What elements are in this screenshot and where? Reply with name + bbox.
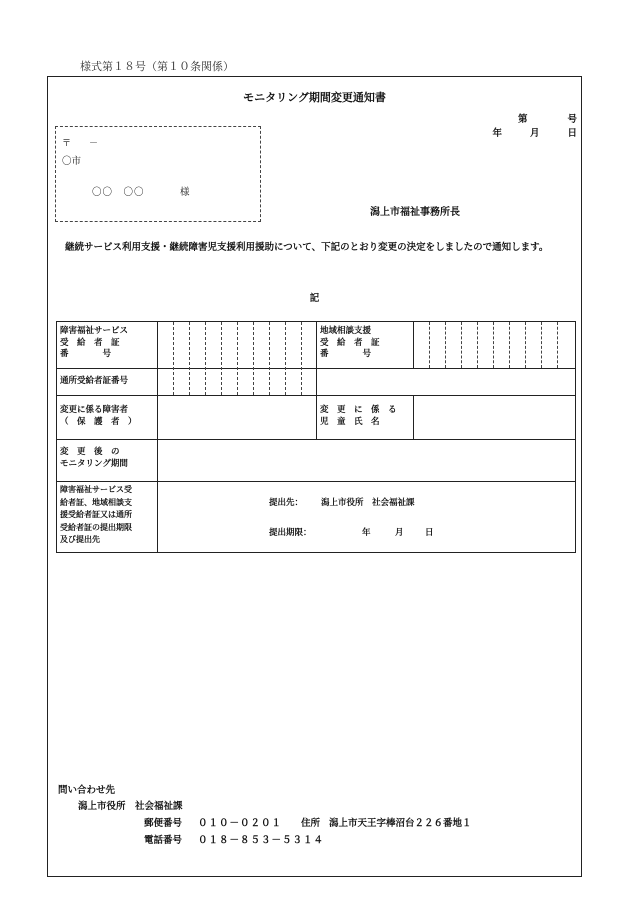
address-box <box>55 126 261 222</box>
digit-cell-divider <box>285 322 287 395</box>
date-day: 日 <box>567 128 577 139</box>
digit-cell-divider <box>509 322 511 368</box>
digit-cell-divider <box>477 322 479 368</box>
submit-to-label: 提出先： <box>269 498 304 508</box>
deadline-label: 提出期限： <box>269 528 312 538</box>
form-id: 様式第１８号（第１０条関係） <box>80 60 234 73</box>
table-rule <box>316 395 317 439</box>
label-line: 障害福祉サービス <box>60 326 129 336</box>
digit-cell-divider <box>445 322 447 368</box>
digit-cell-divider <box>205 322 207 395</box>
digit-cell-divider <box>269 322 271 395</box>
label-line: 給者証、地域相談支 <box>60 497 132 507</box>
ki-heading: 記 <box>309 293 320 304</box>
document-number <box>492 113 577 141</box>
date-month: 月 <box>529 128 540 139</box>
label-line: 受給者証の提出期限 <box>60 522 132 532</box>
contact-postal-label: 郵便番号 <box>144 818 183 829</box>
digit-cell-divider <box>237 322 239 395</box>
submission-info-label <box>60 484 156 547</box>
date-year: 年 <box>492 128 502 139</box>
contact-office: 潟上市役所 社会福祉課 <box>78 801 183 812</box>
label-line: 児 童 氏 名 <box>320 416 380 427</box>
body-text: 継続サービス利用支援・継続障害児支援利用援助について、下記のとおり変更の決定をしましたので通知します。 <box>65 242 549 253</box>
submit-to-value: 潟上市役所 社会福祉課 <box>321 498 415 508</box>
issuer: 潟上市福祉事務所長 <box>370 207 460 218</box>
digit-cell-divider <box>173 322 175 395</box>
contact-postal: ０１０－０２０１ <box>198 818 283 829</box>
label-line: 変 更 に 係 る <box>320 405 397 415</box>
label-line: 地域相談支援 <box>320 326 372 336</box>
deadline-month: 月 <box>395 528 404 538</box>
table-rule <box>157 322 158 553</box>
label-line: 番 号 <box>320 349 372 359</box>
digit-cell-divider <box>525 322 527 368</box>
deadline-day: 日 <box>425 528 434 538</box>
contact-address: 潟上市天王字棒沼台２２６番地１ <box>329 818 472 829</box>
affected-person-label <box>60 405 154 428</box>
label-line: 番 号 <box>60 349 112 359</box>
contact-address-label: 住所 <box>301 818 321 829</box>
digit-cell-divider <box>493 322 495 368</box>
digit-cell-divider <box>461 322 463 368</box>
address-city: 〇市 <box>62 156 82 167</box>
label-line: 援受給者証又は通所 <box>60 510 132 519</box>
new-monitoring-period-label <box>60 447 154 470</box>
label-line: （ 保 護 者 ） <box>60 416 137 427</box>
digit-cell-divider <box>301 322 303 395</box>
address-zip: 〒 － <box>62 139 99 149</box>
deadline-year: 年 <box>362 528 371 538</box>
label-line: モニタリング期間 <box>60 458 128 469</box>
digit-cell-divider <box>557 322 559 368</box>
label-line: 受 給 者 証 <box>60 337 120 348</box>
recipient-honorific: 様 <box>180 187 190 198</box>
doc-number-go: 号 <box>567 114 577 125</box>
label-line: 変更に係る障害者 <box>60 405 129 415</box>
contact-heading: 問い合わせ先 <box>58 785 116 796</box>
table-rule <box>316 322 317 395</box>
disability-service-cert-label <box>60 326 154 361</box>
document-title: モニタリング期間変更通知書 <box>243 91 386 104</box>
label-line: 変 更 後 の <box>60 447 120 457</box>
label-line: 受 給 者 証 <box>320 337 380 348</box>
info-table <box>56 321 576 553</box>
doc-number-dai: 第 <box>517 114 528 125</box>
digit-cell-divider <box>189 322 191 395</box>
digit-cell-divider <box>429 322 431 368</box>
day-service-cert-label: 通所受給者証番号 <box>60 376 129 386</box>
table-rule <box>413 395 414 439</box>
digit-cell-divider <box>253 322 255 395</box>
document-frame <box>47 76 582 877</box>
digit-cell-divider <box>541 322 543 368</box>
table-rule <box>57 439 575 440</box>
digit-cell-divider <box>221 322 223 395</box>
label-line: 及び提出先 <box>60 535 100 544</box>
table-rule <box>57 481 575 482</box>
label-line: 障害福祉サービス受 <box>60 485 132 494</box>
contact-phone-label: 電話番号 <box>144 835 183 846</box>
regional-consult-cert-label <box>320 326 410 361</box>
table-rule <box>413 322 414 368</box>
recipient-name: 〇〇 〇〇 <box>92 187 145 198</box>
affected-child-label <box>320 405 410 428</box>
contact-phone: ０１８－８５３－５３１４ <box>198 835 325 846</box>
